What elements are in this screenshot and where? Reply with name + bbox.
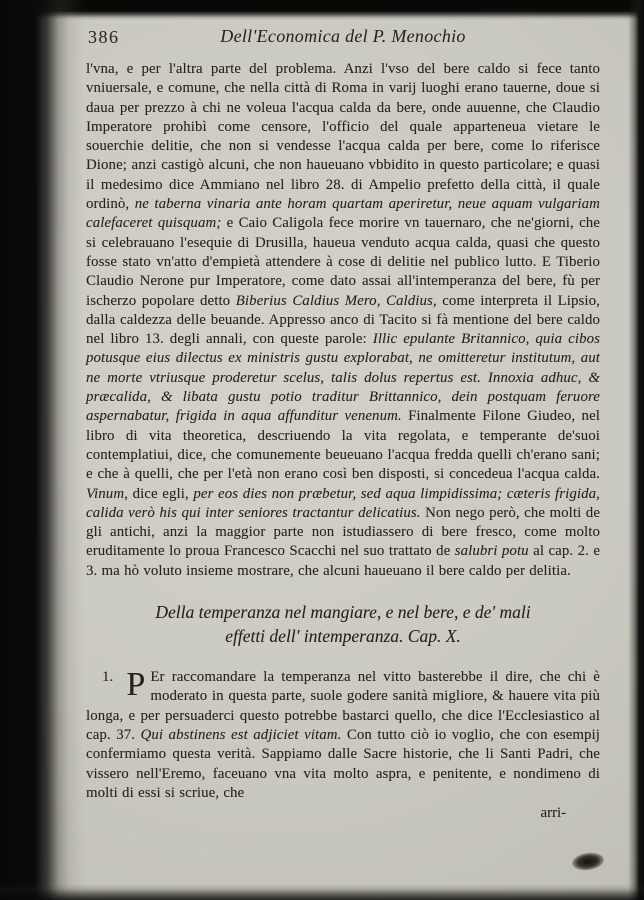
running-title: Dell'Economica del P. Menochio xyxy=(220,26,466,46)
paragraph-section xyxy=(86,668,600,803)
text-run: Non nego però, che molti de gli antichi, anzi la maggior parte non istudiassero di bere fresco, come molto eruditamente lo proua Francesco Scacchi nel suo trattato de xyxy=(86,504,601,560)
page-header xyxy=(86,26,600,54)
text-run: l'vna, e per l'altra parte del problema. Anzi l'vso del bere caldo si fece tanto vniuersale, e comune, che nella città di Roma in varij luoghi erano tauerne, doue si daua per prezzo à chi ne voleua l'acqua calda da bere, onde auuenne, che Claudio Imperatore prohibì come censore, l'officio del quale apparteneua vietare le souerchie delitie, che non si vendesse l'acqua calda per bere, come lo riferisce Dione; anzi castigò alcuni, che non haueuano vbbidito in questo particolare; e quasi il medesimo dice Ammiano nel libro 28. di Ampelio prefetto della città, il quale ordinò, xyxy=(86,61,600,213)
page-content xyxy=(86,26,600,822)
text-run: salubri potu xyxy=(454,543,534,560)
text-run: Er raccomandare la temperanza nel vitto basterebbe il dire, che chi è moderato in questa parte, suole godere sanità migliore, & hauere vita più longa, e per persuaderci questo potrebbe bastarci quello, che dice l'Ecclesiastico al cap. 37. xyxy=(86,669,600,743)
chapter-heading-line2: effetti dell' intemperanza. Cap. X. xyxy=(225,625,461,646)
catchword: arri- xyxy=(540,805,566,822)
section-text xyxy=(86,666,600,801)
text-run: al cap. 2. e 3. ma hò voluto insieme mostrare, che alcuni haueuano il bere caldo per delitia. xyxy=(86,543,601,579)
text-run: per eos dies non præbetur, sed aqua limpidissima; cæteris frigida, calida verò his qui inter seniores tractantur delicatius. xyxy=(86,485,600,521)
text-run: ne taberna vinaria ante horam quartam aperiretur, neue aquam vulgariam calefaceret quisquam; xyxy=(86,196,600,232)
text-run: Con tutto ciò io voglio, che con esempij confermiamo questa verità. Sappiamo dalle Sacre historie, che li Santi Padri, che vissero nell'Eremo, faceuano vna vita molto aspra, e penitente, e nondimeno di molti di essi si scriue, che xyxy=(86,726,600,801)
chapter-heading xyxy=(86,601,600,648)
text-run: Qui abstinens est adjiciet vitam. xyxy=(140,726,347,743)
scan-edge-right xyxy=(628,0,644,900)
section-number: 1. xyxy=(102,669,114,686)
scan-edge-bottom xyxy=(0,884,644,900)
text-run: e Caio Caligola fece morire vn tauernaro, che ne'giorni, che si celebrauano l'esequie di Drusilla, haueua venduto acqua calda, quasi che questo fosse stato vn'atto d'empietà attendere à cose di delitie nel publico lutto. E Tiberio Claudio Nerone pur Imperatore, come dato assai all'intemperanza del bere, fù per ischerzo popolare detto xyxy=(86,215,600,309)
paragraph-main xyxy=(86,60,600,581)
scan-edge-top xyxy=(0,0,644,20)
text-run: Finalmente Filone Giudeo, nel libro di vita theoretica, descriuendo la vita regolata, e temperante de'suoi contemplatiui, dice, che comunemente beueuano l'acqua fredda quelli ch'erano sani; e che à quelli, che per l'età non erano così ben disposti, si concedeua l'acqua calda. xyxy=(86,408,600,483)
chapter-heading-line1: Della temperanza nel mangiare, e nel bere, e de' mali xyxy=(155,602,531,623)
text-run: Vinum, xyxy=(86,485,133,502)
text-run: Illic epulante Britannico, quia cibos potusque eius dilectus ex ministris gustu explorabat, ne omitteretur institutum, aut ne morte vtriusque proderetur scelus, talis dolus repertus est. Innoxia adhuc, & præcalida, & libata gustu potio traditur Brittannico, dein postquam feruore aspernabatur, frigida in aqua affunditur venenum. xyxy=(86,331,600,425)
scan-edge-left xyxy=(0,0,84,900)
drop-cap: P xyxy=(126,666,146,704)
ink-blot xyxy=(571,851,605,872)
page-number: 386 xyxy=(88,27,120,47)
text-run: dice egli, xyxy=(132,485,194,502)
text-run: Biberius Caldius Mero, Caldius, xyxy=(235,292,443,309)
text-run: come interpreta il Lipsio, dalla caldezza delle beuande. Appresso anco di Tacito si fà mentione del bere caldo nel libro 13. degli annali, con queste parole: xyxy=(86,292,600,348)
